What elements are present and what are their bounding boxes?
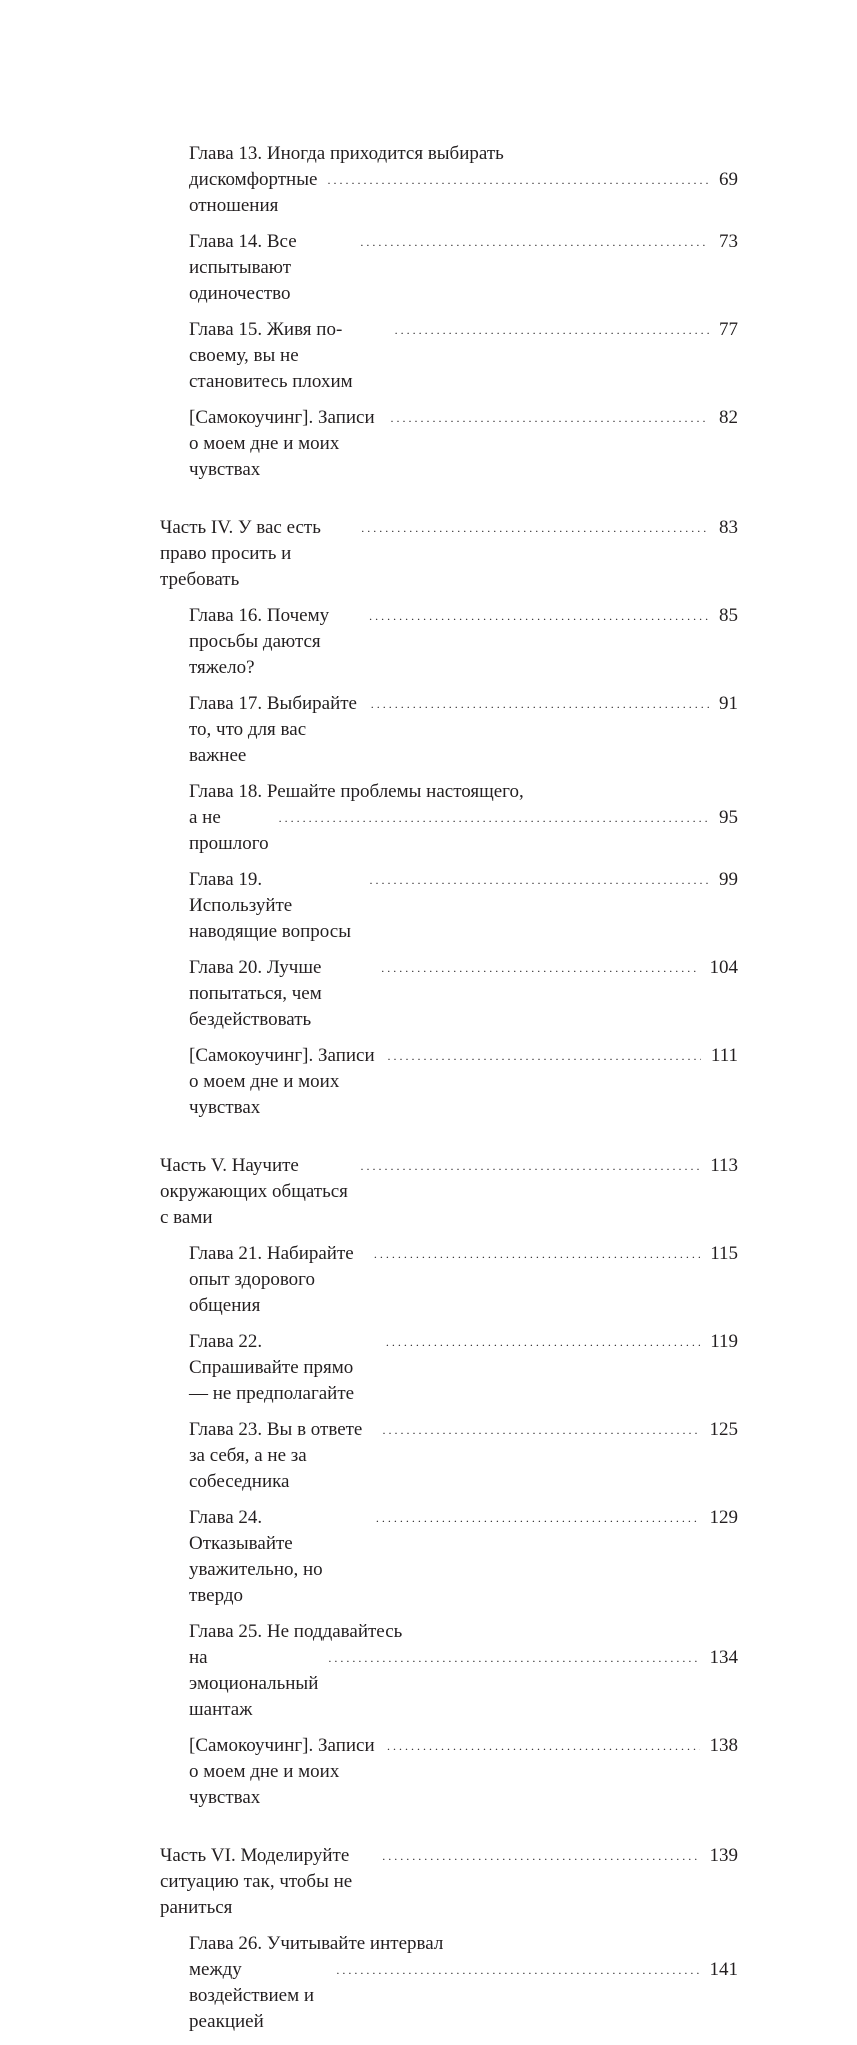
dot-leader: [369, 867, 709, 893]
toc-entry[interactable]: [160, 691, 738, 769]
toc-entry-title-line2: дискомфортные отношения: [189, 169, 318, 216]
dot-leader: [279, 805, 709, 831]
toc-page-number: 113: [710, 1155, 738, 1176]
dot-leader: [361, 515, 709, 541]
toc-entry-title-line2-row: [189, 805, 738, 857]
toc-entry[interactable]: [160, 317, 738, 395]
toc-entry-title: Глава 22. Спрашивайте прямо — не предполагайте: [189, 1331, 355, 1404]
toc-entry[interactable]: [160, 1931, 738, 2035]
toc-page-number: 69: [719, 169, 738, 190]
dot-leader: [376, 1505, 700, 1531]
dot-leader: [327, 167, 709, 193]
toc-entry-title-line2-row: [189, 1645, 738, 1723]
toc-page-number: 99: [719, 869, 738, 890]
toc-entry[interactable]: [160, 1619, 738, 1723]
toc-entry[interactable]: [160, 955, 738, 1033]
toc-entry-title: Глава 24. Отказывайте уважительно, но твердо: [189, 1507, 323, 1606]
toc-part-heading[interactable]: [160, 515, 738, 593]
toc-entry-title: Глава 23. Вы в ответе за себя, а не за собеседника: [189, 1419, 363, 1492]
toc-entry-title-line1: Глава 26. Учитывайте интервал: [189, 1933, 444, 1954]
toc-entry[interactable]: [160, 229, 738, 307]
toc-part-title: Часть V. Научите окружающих общаться с вами: [160, 1155, 348, 1228]
dot-leader: [381, 955, 699, 981]
toc-page-number: 104: [709, 957, 738, 978]
toc-page-number: 139: [709, 1845, 738, 1866]
toc-entry[interactable]: [160, 141, 738, 219]
toc-entry-title: [Самокоучинг]. Записи о моем дне и моих чувствах: [189, 1045, 375, 1118]
dot-leader: [369, 603, 709, 629]
toc-page-number: 73: [719, 231, 738, 252]
toc-entry-title-line2: а не прошлого: [189, 807, 269, 854]
dot-leader: [387, 1733, 700, 1759]
toc-page-number: 138: [709, 1735, 738, 1756]
dot-leader: [391, 405, 709, 431]
toc-entry[interactable]: [160, 405, 738, 483]
toc-entry[interactable]: [160, 1043, 738, 1121]
toc-page-number: 95: [719, 807, 738, 828]
toc-page-number: 115: [710, 1243, 738, 1264]
dot-leader: [361, 1153, 701, 1179]
toc-entry-title: Глава 17. Выбирайте то, что для вас важнее: [189, 693, 357, 766]
toc-entry[interactable]: [160, 1241, 738, 1319]
toc-entry-title: Глава 20. Лучше попытаться, чем бездействовать: [189, 957, 322, 1030]
toc-entry[interactable]: [160, 1329, 738, 1407]
toc-entry-title: Глава 15. Живя по-своему, вы не становитесь плохим: [189, 319, 353, 392]
toc-part-title: Часть IV. У вас есть право просить и требовать: [160, 517, 321, 590]
toc-page-number: 141: [709, 1959, 738, 1980]
dot-leader: [374, 1241, 700, 1267]
toc-part: [160, 1843, 738, 2035]
toc-entry[interactable]: [160, 1417, 738, 1495]
toc-entry[interactable]: [160, 603, 738, 681]
dot-leader: [371, 691, 709, 717]
toc-page-number: 119: [710, 1331, 738, 1352]
toc-page-number: 129: [709, 1507, 738, 1528]
dot-leader: [360, 229, 709, 255]
toc-entry-title-line2-row: [189, 1957, 738, 2035]
toc-page-number: 111: [710, 1045, 738, 1066]
toc-entry[interactable]: [160, 1505, 738, 1609]
dot-leader: [336, 1957, 699, 1983]
toc-part-title: Часть VI. Моделируйте ситуацию так, чтобы не раниться: [160, 1845, 353, 1918]
toc-page-number: 91: [719, 693, 738, 714]
dot-leader: [386, 1329, 700, 1355]
toc-part: [160, 1153, 738, 1811]
dot-leader: [395, 317, 709, 343]
toc-entry-title: [Самокоучинг]. Записи о моем дне и моих чувствах: [189, 407, 375, 480]
toc-entry[interactable]: [160, 779, 738, 857]
toc-page-number: 85: [719, 605, 738, 626]
toc-page-number: 125: [709, 1419, 738, 1440]
dot-leader: [388, 1043, 701, 1069]
toc-entry-title-line1: Глава 18. Решайте проблемы настоящего,: [189, 781, 524, 802]
toc-entry-title-line1: Глава 25. Не поддавайтесь: [189, 1621, 403, 1642]
toc-entry-title-line2: на эмоциональный шантаж: [189, 1647, 319, 1720]
toc-part-heading[interactable]: [160, 1153, 738, 1231]
toc-entry-title-line2: между воздействием и реакцией: [189, 1959, 315, 2032]
dot-leader: [382, 1843, 699, 1869]
toc-page-number: 77: [719, 319, 738, 340]
toc-entry-title: Глава 19. Используйте наводящие вопросы: [189, 869, 351, 942]
toc-entry[interactable]: [160, 867, 738, 945]
toc-page-number: 83: [719, 517, 738, 538]
toc-page-number: 82: [719, 407, 738, 428]
toc-part: [160, 515, 738, 1121]
toc-entry-title-line2-row: [189, 167, 738, 219]
toc-entry-title: Глава 21. Набирайте опыт здорового общения: [189, 1243, 354, 1316]
toc-entry-title: [Самокоучинг]. Записи о моем дне и моих чувствах: [189, 1735, 375, 1808]
toc-page-number: 134: [709, 1647, 738, 1668]
toc-entry[interactable]: [160, 1733, 738, 1811]
toc-entry-title-line1: Глава 13. Иногда приходится выбирать: [189, 143, 504, 164]
dot-leader: [382, 1417, 699, 1443]
toc-part-heading[interactable]: [160, 1843, 738, 1921]
toc-part: [160, 141, 738, 483]
toc-entry-title: Глава 16. Почему просьбы даются тяжело?: [189, 605, 330, 678]
dot-leader: [328, 1645, 699, 1671]
table-of-contents: [160, 141, 738, 2045]
toc-entry-title: Глава 14. Все испытывают одиночество: [189, 231, 297, 304]
